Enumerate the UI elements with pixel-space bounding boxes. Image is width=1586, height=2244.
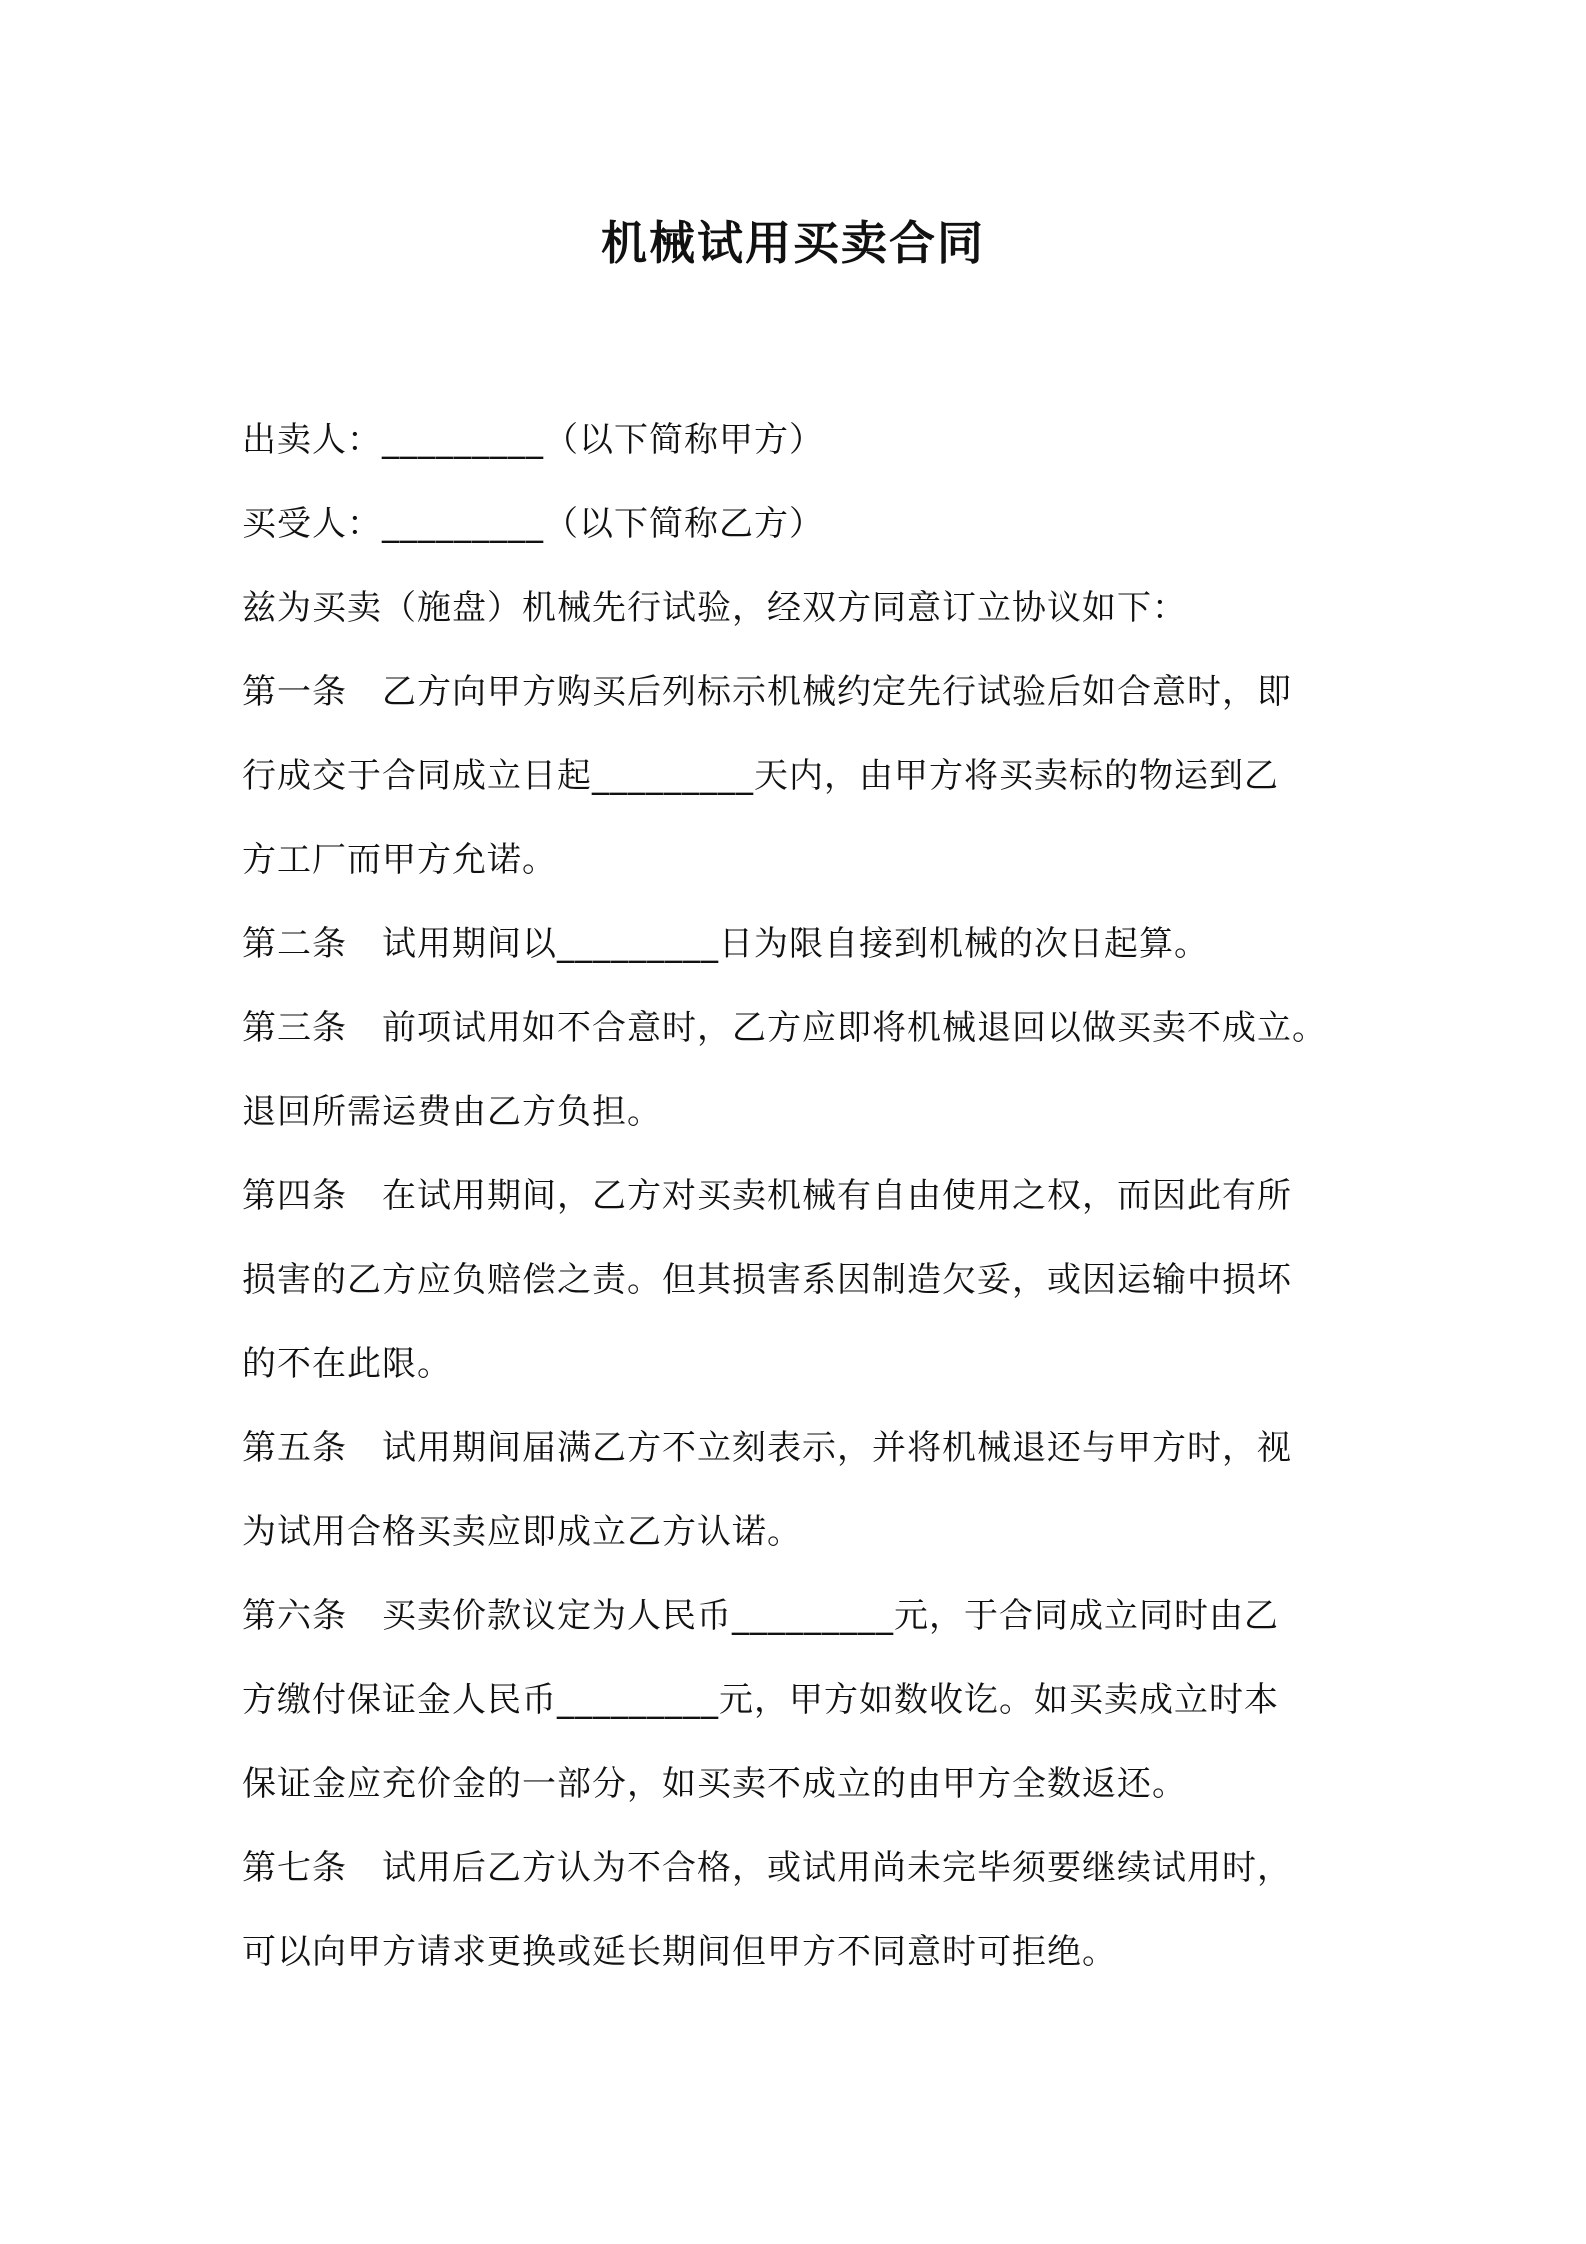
- article-6-line-2: 方缴付保证金人民币_________元，甲方如数收讫。如买卖成立时本: [242, 1680, 1279, 1720]
- article-6-line-1: 第六条 买卖价款议定为人民币_________元，于合同成立同时由乙: [242, 1596, 1279, 1636]
- article-6-line-3: 保证金应充价金的一部分，如买卖不成立的由甲方全数返还。: [242, 1764, 1187, 1804]
- article-7-line-1: 第七条 试用后乙方认为不合格，或试用尚未完毕须要继续试用时，: [242, 1848, 1292, 1888]
- article-2-line-1: 第二条 试用期间以_________日为限自接到机械的次日起算。: [242, 924, 1209, 964]
- buyer-line: 买受人：_________（以下简称乙方）: [242, 504, 824, 544]
- seller-line: 出卖人：_________（以下简称甲方）: [242, 420, 824, 460]
- article-3-line-2: 退回所需运费由乙方负担。: [242, 1092, 662, 1132]
- article-1-line-1: 第一条 乙方向甲方购买后列标示机械约定先行试验后如合意时，即: [242, 672, 1292, 712]
- article-5-line-2: 为试用合格买卖应即成立乙方认诺。: [242, 1512, 802, 1552]
- article-5-line-1: 第五条 试用期间届满乙方不立刻表示，并将机械退还与甲方时，视: [242, 1428, 1292, 1468]
- article-4-line-2: 损害的乙方应负赔偿之责。但其损害系因制造欠妥，或因运输中损坏: [242, 1260, 1292, 1300]
- article-4-line-1: 第四条 在试用期间，乙方对买卖机械有自由使用之权，而因此有所: [242, 1176, 1292, 1216]
- preamble-line: 兹为买卖（施盘）机械先行试验，经双方同意订立协议如下：: [242, 588, 1187, 628]
- article-4-line-3: 的不在此限。: [242, 1344, 452, 1384]
- article-7-line-2: 可以向甲方请求更换或延长期间但甲方不同意时可拒绝。: [242, 1932, 1117, 1972]
- document-title: 机械试用买卖合同: [601, 216, 985, 270]
- article-1-line-2: 行成交于合同成立日起_________天内，由甲方将买卖标的物运到乙: [242, 756, 1279, 796]
- document-body: [242, 398, 1372, 1994]
- article-1-line-3: 方工厂而甲方允诺。: [242, 840, 557, 880]
- article-3-line-1: 第三条 前项试用如不合意时，乙方应即将机械退回以做买卖不成立。: [242, 1008, 1327, 1048]
